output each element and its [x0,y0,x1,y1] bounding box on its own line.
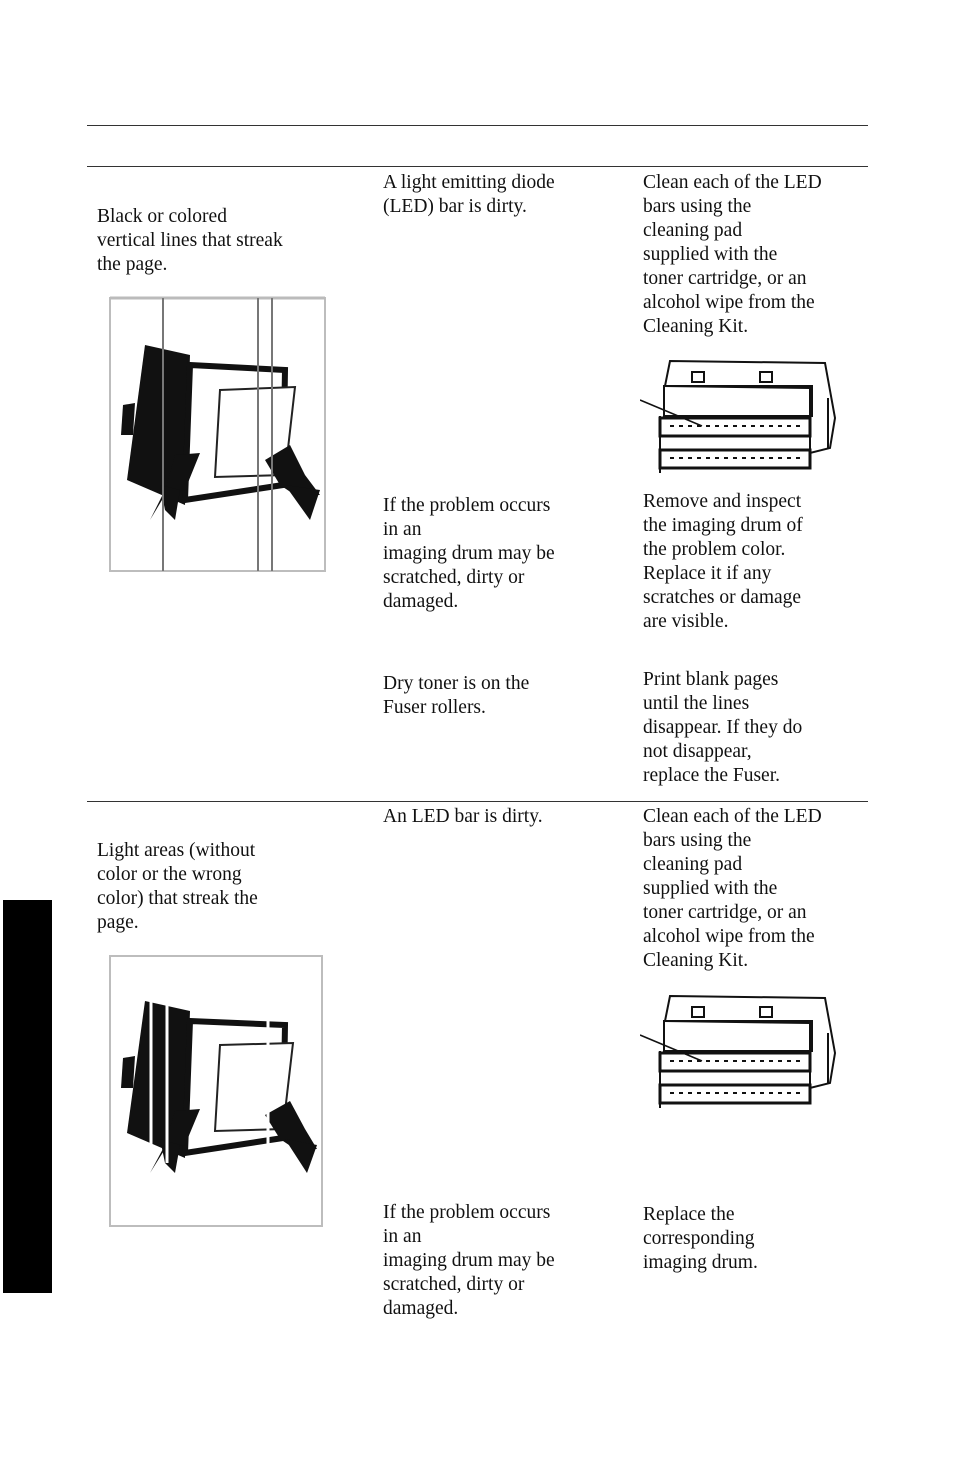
symptom-text: Black or colored vertical lines that streak the page. [97,206,283,275]
solution-text: Replace the corresponding imaging drum. [643,1204,758,1273]
cause-text: If the problem occurs in an imaging drum may be scratched, dirty or damaged. [383,495,555,612]
row-divider-rule [87,801,868,802]
cause-text: An LED bar is dirty. [383,806,543,827]
solution-text: Clean each of the LED bars using the cleaning pad supplied with the toner cartridge, or an alcohol wipe from the Cleaning Kit. [643,172,822,337]
header-rule [87,125,868,126]
cause-text: A light emitting diode (LED) bar is dirty. [383,172,555,217]
vertical-lines-page-illustration [105,295,330,575]
cause-text: Dry toner is on the Fuser rollers. [383,673,530,718]
light-streak-page-illustration [105,953,327,1231]
printer-led-bar-icon [640,358,840,476]
solution-text: Print blank pages until the lines disappear. If they do not disappear, replace the Fuser. [643,669,803,786]
symptom-text: Light areas (without color or the wrong color) that streak the page. [97,840,258,933]
solution-text: Clean each of the LED bars using the cleaning pad supplied with the toner cartridge, or an alcohol wipe from the Cleaning Kit. [643,806,822,971]
printer-led-bar-icon [640,993,840,1111]
cause-text: If the problem occurs in an imaging drum may be scratched, dirty or damaged. [383,1202,555,1319]
solution-text: Remove and inspect the imaging drum of the problem color. Replace it if any scratches or damage are visible. [643,491,803,632]
chapter-thumb-tab [3,900,52,1293]
table-top-rule [87,166,868,167]
